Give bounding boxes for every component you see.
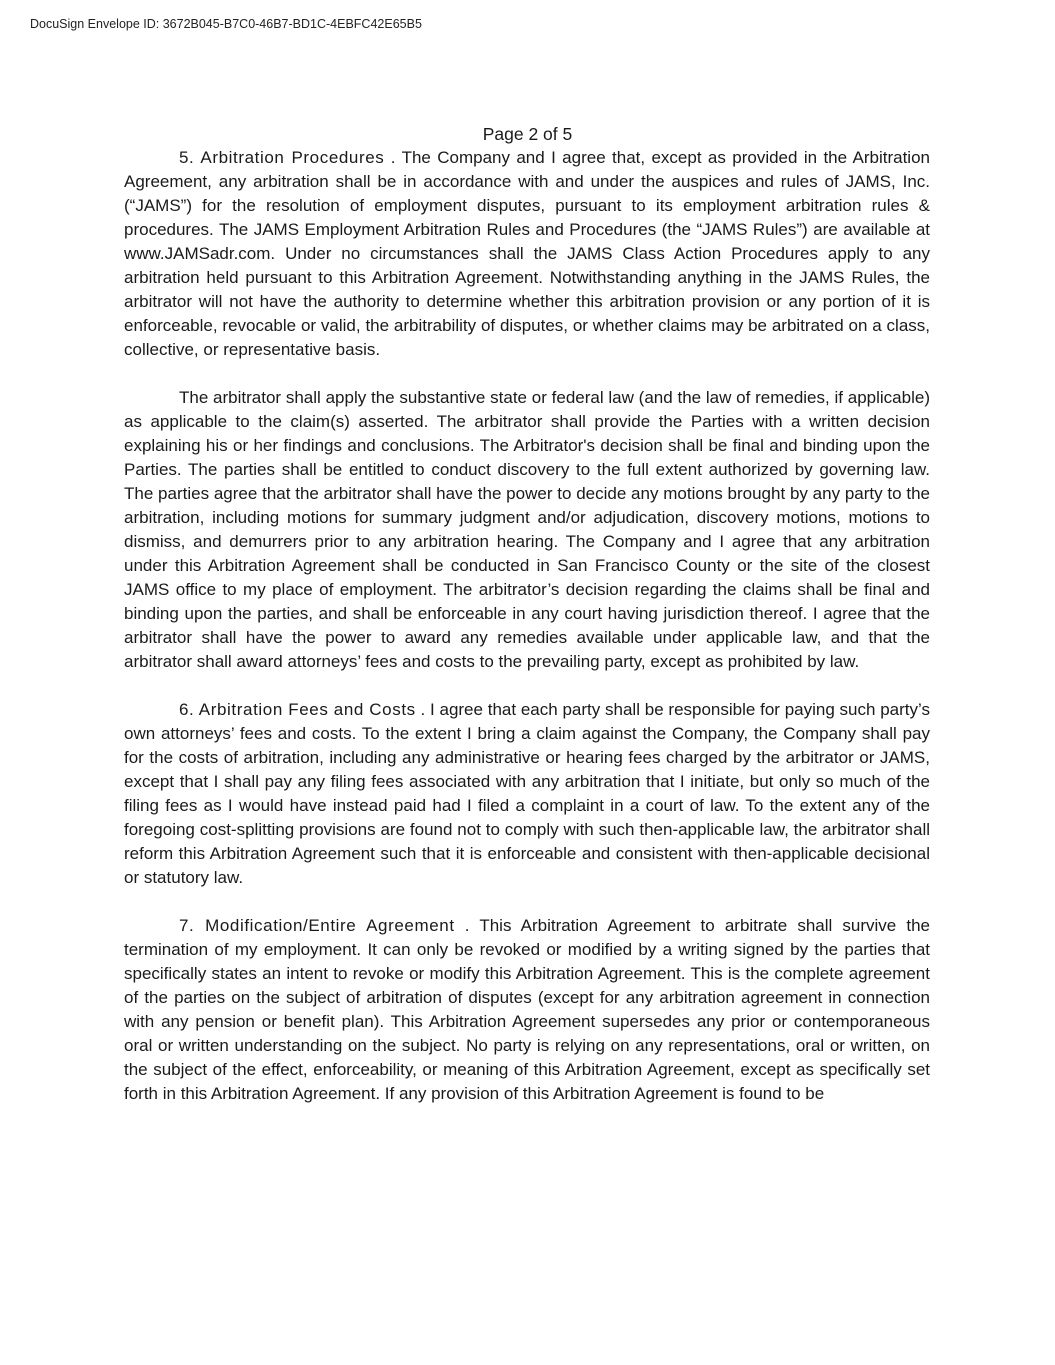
section-7-modification-entire-agreement [124, 914, 930, 1106]
section-heading: 5. Arbitration Procedures [179, 148, 385, 167]
section-body: The Company and I agree that, except as provided in the Arbitration Agreement, any arbitration shall be in accordance with and under the auspices and rules of JAMS, Inc. (“JAMS”) for the resolution of employment disputes, pursuant to its employment arbitration rules & procedures. The JAMS Employment Arbitration Rules and Procedures (the “JAMS Rules”) are available at www.JAMSadr.com. Under no circumstances shall the JAMS Class Action Procedures apply to any arbitration held pursuant to this Arbitration Agreement. Notwithstanding anything in the JAMS Rules, the arbitrator will not have the authority to determine whether this arbitration provision or any portion of it is enforceable, revocable or valid, the arbitrability of disputes, or whether claims may be arbitrated on a class, collective, or representative basis. [124, 148, 930, 359]
section-heading: 6. Arbitration Fees and Costs [179, 700, 416, 719]
docusign-envelope-id: DocuSign Envelope ID: 3672B045-B7C0-46B7-BD1C-4EBFC42E65B5 [30, 17, 422, 31]
heading-separator: . [454, 916, 470, 935]
section-body: I agree that each party shall be responsible for paying such party’s own attorneys’ fees and costs. To the extent I bring a claim against the Company, the Company shall pay for the costs of arbitration, including any administrative or hearing fees charged by the arbitrator or JAMS, except that I shall pay any filing fees associated with any arbitration that I initiate, but only so much of the filing fees as I would have instead paid had I filed a complaint in a court of law. To the extent any of the foregoing cost-splitting provisions are found not to comply with such then-applicable law, the arbitrator shall reform this Arbitration Agreement such that it is enforceable and consistent with then-applicable decisional or statutory law. [124, 700, 930, 887]
document-body [124, 146, 930, 1130]
page-number: Page 2 of 5 [482, 124, 573, 144]
heading-separator: . [384, 148, 396, 167]
section-body: The arbitrator shall apply the substantive state or federal law (and the law of remedies, if applicable) as applicable to the claim(s) asserted. The arbitrator shall provide the Parties with a written decision explaining his or her findings and conclusions. The Arbitrator's decision shall be final and binding upon the Parties. The parties shall be entitled to conduct discovery to the full extent authorized by governing law. The parties agree that the arbitrator shall have the power to decide any motions brought by any party to the arbitration, including motions for summary judgment and/or adjudication, discovery motions, motions to dismiss, and demurrers prior to any arbitration hearing. The Company and I agree that any arbitration under this Arbitration Agreement shall be conducted in San Francisco County or the site of the closest JAMS office to my place of employment. The arbitrator’s decision regarding the claims shall be final and binding upon the parties, and shall be enforceable in any court having jurisdiction thereof. I agree that the arbitrator shall have the power to award any remedies available under applicable law, and that the arbitrator shall award attorneys’ fees and costs to the prevailing party, except as prohibited by law. [124, 388, 930, 671]
section-6-arbitration-fees [124, 698, 930, 890]
section-body: This Arbitration Agreement to arbitrate shall survive the termination of my employment. It can only be revoked or modified by a writing signed by the parties that specifically states an intent to revoke or modify this Arbitration Agreement. This is the complete agreement of the parties on the subject of arbitration of disputes (except for any arbitration agreement in connection with any pension or benefit plan). This Arbitration Agreement supersedes any prior or contemporaneous oral or written understanding on the subject. No party is relying on any representations, oral or written, on the subject of the effect, enforceability, or meaning of this Arbitration Agreement, except as specifically set forth in this Arbitration Agreement. If any provision of this Arbitration Agreement is found to be [124, 916, 930, 1103]
heading-separator: . [415, 700, 426, 719]
section-5-continued-paragraph [124, 386, 930, 674]
section-heading: 7. Modification/Entire Agreement [179, 916, 455, 935]
section-5-arbitration-procedures [124, 146, 930, 362]
